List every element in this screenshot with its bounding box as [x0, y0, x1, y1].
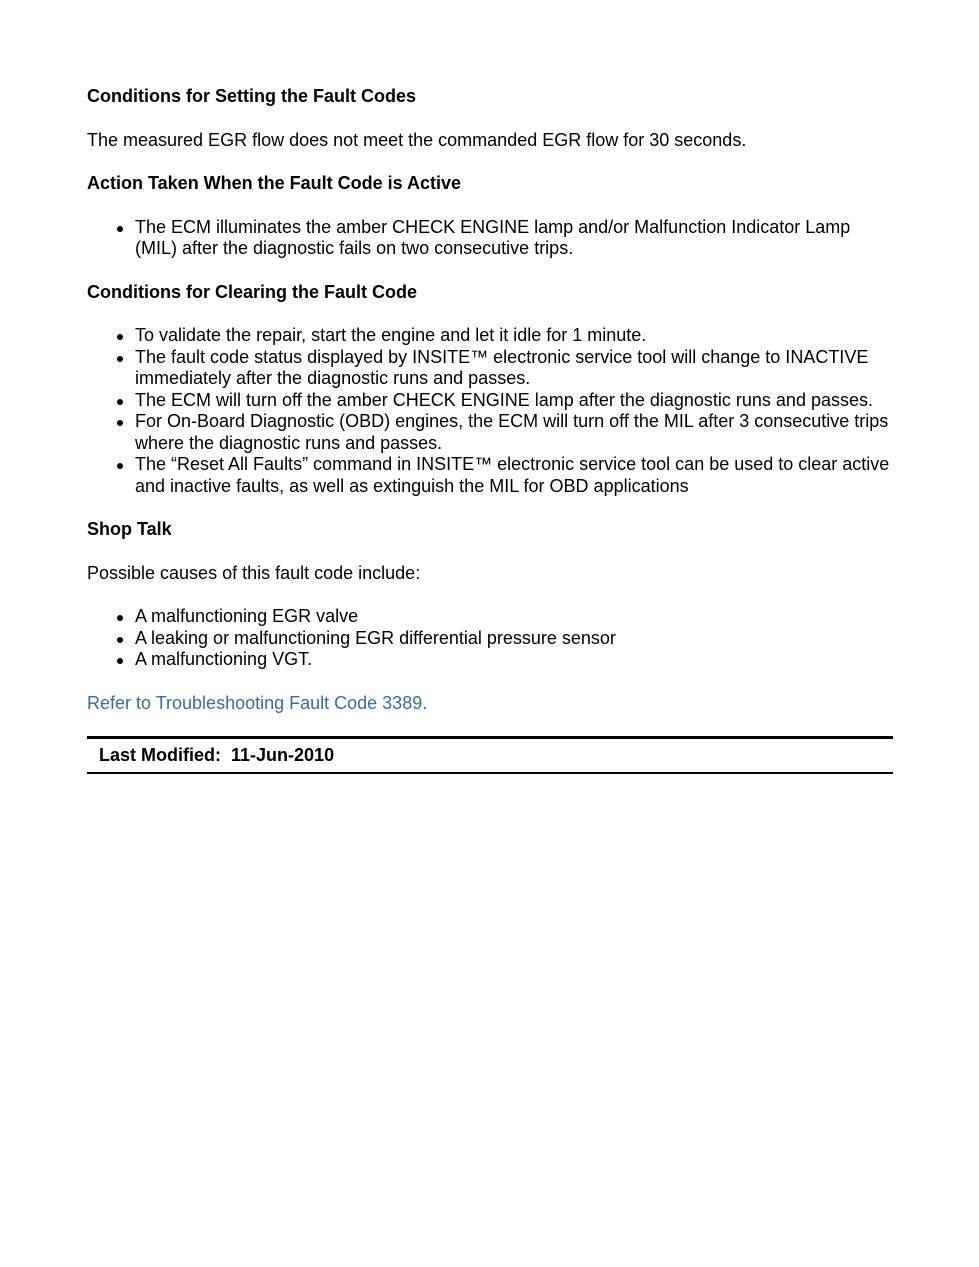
action-taken-list: [87, 217, 893, 260]
setting-conditions-text: The measured EGR flow does not meet the commanded EGR flow for 30 seconds.: [87, 129, 747, 150]
list-item: [87, 649, 893, 671]
list-item-text: For On-Board Diagnostic (OBD) engines, the ECM will turn off the MIL after 3 consecutive trips where the diagnostic runs and passes.: [135, 411, 889, 453]
action-taken-heading: Action Taken When the Fault Code is Active: [87, 173, 462, 193]
list-item-text: A malfunctioning VGT.: [135, 649, 313, 669]
bullet-icon: [117, 463, 123, 469]
list-item: [87, 217, 893, 260]
bullet-icon: [117, 615, 123, 621]
list-item-text: The fault code status displayed by INSITE™ electronic service tool will change to INACTIVE immediately after the diagnostic runs and passes.: [135, 346, 869, 388]
last-modified: [99, 745, 334, 767]
list-item: [87, 606, 893, 628]
clearing-conditions-heading: Conditions for Clearing the Fault Code: [87, 281, 417, 302]
clearing-conditions-list: [87, 325, 893, 497]
last-modified-date: 11-Jun-2010: [231, 745, 335, 765]
list-item: [87, 411, 893, 454]
list-item-text: To validate the repair, start the engine and let it idle for 1 minute.: [135, 325, 647, 345]
list-item-text: The ECM will turn off the amber CHECK ENGINE lamp after the diagnostic runs and passes.: [135, 389, 873, 410]
bullet-icon: [117, 399, 123, 405]
list-item: [87, 347, 893, 390]
list-item-text: A malfunctioning EGR valve: [135, 606, 359, 626]
list-item: [87, 628, 893, 650]
list-item: [87, 325, 893, 347]
link-row: [87, 693, 893, 715]
document-page: [87, 86, 893, 774]
last-modified-label: Last Modified:: [99, 745, 221, 765]
setting-conditions-heading: Conditions for Setting the Fault Codes: [87, 86, 416, 106]
bullet-icon: [117, 334, 123, 340]
possible-causes-list: [87, 606, 893, 671]
list-item-text: A leaking or malfunctioning EGR differential pressure sensor: [135, 627, 616, 648]
bullet-icon: [117, 226, 123, 232]
shop-talk-heading: Shop Talk: [87, 519, 172, 539]
list-item-text: The ECM illuminates the amber CHECK ENGINE lamp and/or Malfunction Indicator Lamp (MIL) after the diagnostic fails on two consecutive trips.: [135, 216, 851, 258]
list-item: [87, 390, 893, 412]
shop-talk-text: Possible causes of this fault code include:: [87, 562, 421, 583]
list-item-text: The “Reset All Faults” command in INSITE™ electronic service tool can be used to clear active and inactive faults, as well as extinguish the MIL for OBD applications: [135, 454, 890, 496]
bullet-icon: [117, 420, 123, 426]
bullet-icon: [117, 658, 123, 664]
last-modified-bar: [87, 736, 893, 774]
list-item: [87, 454, 893, 497]
bullet-icon: [117, 637, 123, 643]
troubleshooting-link[interactable]: Refer to Troubleshooting Fault Code 3389.: [87, 692, 428, 713]
bullet-icon: [117, 356, 123, 362]
